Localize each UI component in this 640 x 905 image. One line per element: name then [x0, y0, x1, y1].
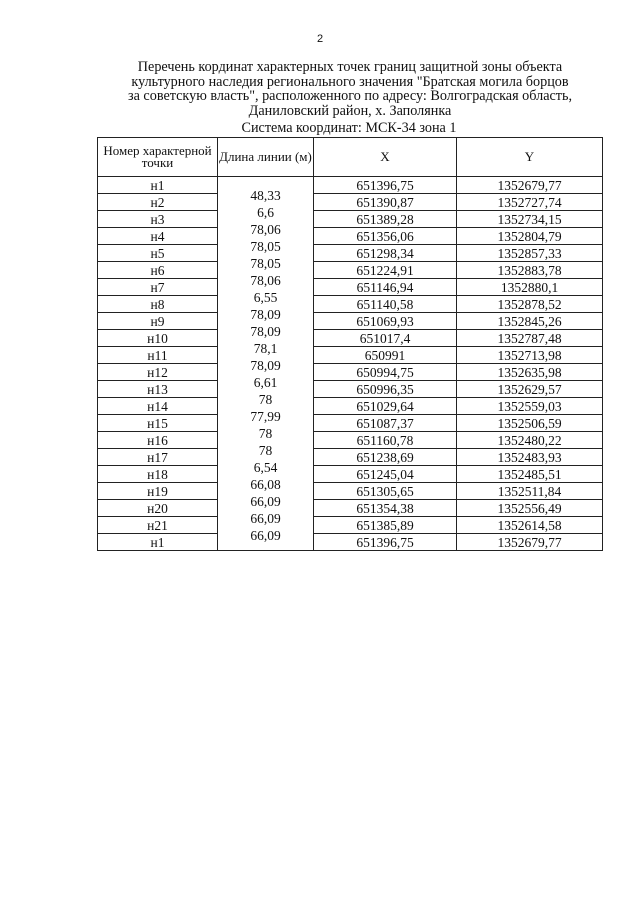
line-length-value: 78: [258, 425, 273, 441]
table-row: [98, 245, 603, 262]
header-x: X: [314, 138, 457, 177]
cell-length: [218, 432, 314, 458]
cell-x: 651396,75: [314, 534, 457, 551]
cell-y: 1352679,77: [457, 534, 603, 551]
line-length-value: 66,09: [250, 510, 281, 526]
cell-x: 651389,28: [314, 211, 457, 228]
cell-length: [218, 228, 314, 254]
cell-y: 1352857,33: [457, 245, 603, 262]
line-length-value: 6,6: [257, 204, 274, 220]
coordinates-table: [97, 137, 603, 551]
cell-y: 1352506,59: [457, 415, 603, 432]
table-row: [98, 296, 603, 313]
cell-y: 1352635,98: [457, 364, 603, 381]
cell-y: 1352845,26: [457, 313, 603, 330]
cell-length: [218, 262, 314, 288]
table-row: [98, 364, 603, 381]
cell-point: н10: [98, 330, 218, 347]
cell-x: 651238,69: [314, 449, 457, 466]
cell-length: [218, 500, 314, 526]
cell-point: н11: [98, 347, 218, 364]
cell-y: 1352804,79: [457, 228, 603, 245]
cell-y: 1352679,77: [457, 177, 603, 194]
header-point-number: Номер характерной точки: [98, 138, 218, 177]
cell-length: [218, 330, 314, 356]
table-body: [98, 177, 603, 551]
cell-x: 650994,75: [314, 364, 457, 381]
title-line: Перечень кординат характерных точек границ защитной зоны объекта: [137, 59, 563, 75]
cell-x: 651160,78: [314, 432, 457, 449]
line-length-value: 78,05: [250, 238, 281, 254]
cell-y: 1352480,22: [457, 432, 603, 449]
title-line: культурного наследия регионального значения "Братская могила борцов: [131, 73, 569, 90]
cell-length: [218, 279, 314, 305]
table-row: [98, 483, 603, 500]
cell-point: н18: [98, 466, 218, 483]
cell-length: [218, 534, 314, 551]
cell-point: н6: [98, 262, 218, 279]
cell-length: [218, 313, 314, 339]
table-header-row: [98, 138, 603, 177]
cell-length: [218, 449, 314, 475]
cell-y: 1352878,52: [457, 296, 603, 313]
cell-x: 651017,4: [314, 330, 457, 347]
table-row: [98, 500, 603, 517]
line-length-value: 78: [258, 442, 273, 458]
cell-y: 1352734,15: [457, 211, 603, 228]
cell-point: н2: [98, 194, 218, 211]
cell-point: н21: [98, 517, 218, 534]
line-length-value: 78: [258, 391, 273, 407]
line-length-value: 77,99: [250, 408, 281, 424]
cell-length: [218, 211, 314, 237]
cell-y: 1352485,51: [457, 466, 603, 483]
cell-point: н16: [98, 432, 218, 449]
cell-x: 651224,91: [314, 262, 457, 279]
line-length-value: 78,06: [250, 221, 281, 237]
line-length-value: 78,09: [250, 306, 281, 322]
cell-point: н8: [98, 296, 218, 313]
cell-length: [218, 466, 314, 492]
cell-x: 651087,37: [314, 415, 457, 432]
cell-x: 651298,34: [314, 245, 457, 262]
cell-x: 651146,94: [314, 279, 457, 296]
table-row: [98, 381, 603, 398]
cell-x: 651356,06: [314, 228, 457, 245]
document-title: [100, 60, 600, 118]
cell-length: [218, 296, 314, 322]
cell-y: 1352880,1: [457, 279, 603, 296]
line-length-value: 66,08: [250, 476, 281, 492]
cell-length: [218, 381, 314, 407]
cell-y: 1352787,48: [457, 330, 603, 347]
cell-point: н14: [98, 398, 218, 415]
cell-x: 650991: [314, 347, 457, 364]
cell-point: н4: [98, 228, 218, 245]
cell-x: 651396,75: [314, 177, 457, 194]
line-length-value: 6,54: [253, 459, 278, 475]
cell-length: [218, 517, 314, 543]
table-row: [98, 177, 603, 194]
cell-y: 1352559,03: [457, 398, 603, 415]
table-row: [98, 262, 603, 279]
cell-point: н19: [98, 483, 218, 500]
cell-x: 650996,35: [314, 381, 457, 398]
cell-x: 651305,65: [314, 483, 457, 500]
cell-point: н17: [98, 449, 218, 466]
table-row: [98, 398, 603, 415]
table-row: [98, 466, 603, 483]
cell-length: [218, 347, 314, 373]
table-row: [98, 279, 603, 296]
header-line-length: Длина линии (м): [218, 138, 314, 177]
line-length-value: 66,09: [250, 527, 281, 543]
line-length-value: 66,09: [250, 493, 281, 509]
line-length-value: 78,1: [253, 340, 278, 356]
table-row: [98, 415, 603, 432]
header-y: Y: [457, 138, 603, 177]
line-length-value: 6,55: [253, 289, 278, 305]
line-length-value: 6,61: [253, 374, 278, 390]
cell-point: н9: [98, 313, 218, 330]
line-length-value: 48,33: [250, 187, 281, 203]
table-row: [98, 449, 603, 466]
title-line: за советскую власть", расположенного по адресу: Волгоградская область,: [127, 88, 573, 104]
cell-length: [218, 398, 314, 424]
cell-point: н3: [98, 211, 218, 228]
cell-point: н7: [98, 279, 218, 296]
cell-x: 651390,87: [314, 194, 457, 211]
cell-y: 1352483,93: [457, 449, 603, 466]
line-length-value: 78,09: [250, 357, 281, 373]
cell-point: н5: [98, 245, 218, 262]
title-line: Даниловский район, х. Заполянка: [248, 102, 452, 119]
cell-point: н13: [98, 381, 218, 398]
cell-y: 1352883,78: [457, 262, 603, 279]
cell-length: [218, 194, 314, 220]
cell-y: 1352556,49: [457, 500, 603, 517]
line-length-value: 78,09: [250, 323, 281, 339]
cell-point: н15: [98, 415, 218, 432]
cell-length: [218, 364, 314, 390]
cell-length: [218, 415, 314, 441]
cell-point: н20: [98, 500, 218, 517]
table-row: [98, 534, 603, 551]
cell-x: 651029,64: [314, 398, 457, 415]
cell-x: 651245,04: [314, 466, 457, 483]
table-row: [98, 517, 603, 534]
cell-length: [218, 245, 314, 271]
table-row: [98, 228, 603, 245]
table-row: [98, 211, 603, 228]
cell-y: 1352629,57: [457, 381, 603, 398]
line-length-value: 78,05: [250, 255, 281, 271]
cell-y: 1352614,58: [457, 517, 603, 534]
coordinate-system-caption: Система координат: МСК-34 зона 1: [241, 120, 457, 136]
line-length-value: 78,06: [250, 272, 281, 288]
cell-x: 651069,93: [314, 313, 457, 330]
cell-x: 651385,89: [314, 517, 457, 534]
cell-point: н1: [98, 177, 218, 194]
table-row: [98, 347, 603, 364]
cell-y: 1352713,98: [457, 347, 603, 364]
table-row: [98, 194, 603, 211]
cell-x: 651354,38: [314, 500, 457, 517]
cell-point: н1: [98, 534, 218, 551]
table-row: [98, 432, 603, 449]
cell-x: 651140,58: [314, 296, 457, 313]
table-row: [98, 330, 603, 347]
page-number: 2: [316, 33, 324, 45]
table-row: [98, 313, 603, 330]
cell-y: 1352727,74: [457, 194, 603, 211]
cell-point: н12: [98, 364, 218, 381]
cell-length: [218, 177, 314, 203]
cell-length: [218, 483, 314, 509]
cell-y: 1352511,84: [457, 483, 603, 500]
